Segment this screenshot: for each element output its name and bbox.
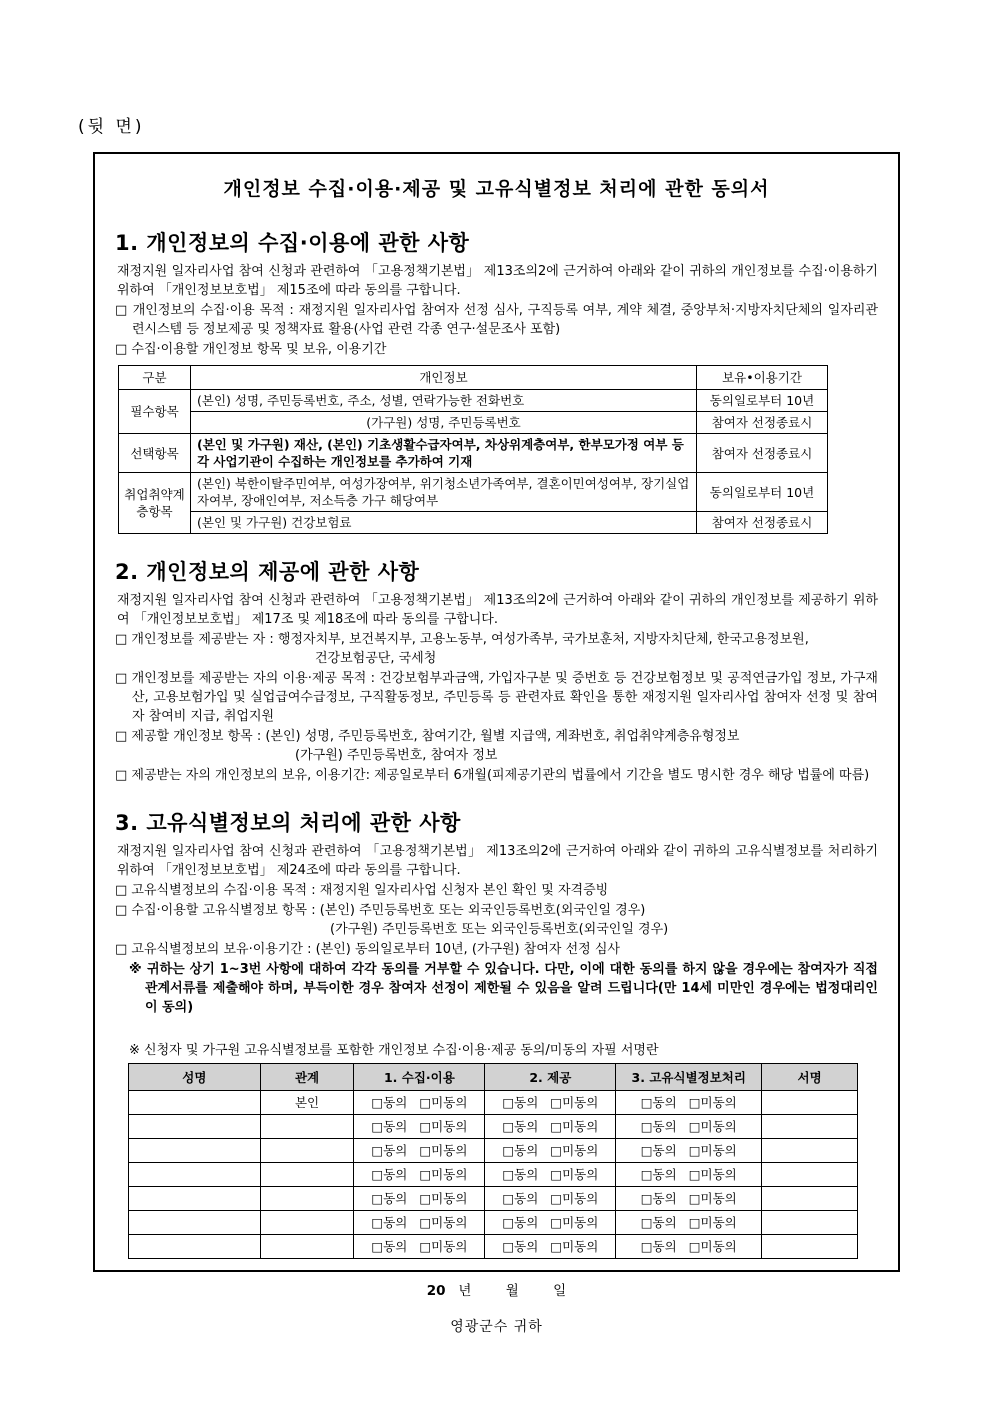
section-2-bullet-items: □ 제공할 개인정보 항목 : (본인) 성명, 주민등록번호, 참여기간, 월별 지급액, 계좌번호, 취업취약계층유형정보 xyxy=(115,729,740,744)
section-3-bullet-retention: □ 고유식별정보의 보유·이용기간 : (본인) 동의일로부터 10년, (가구원) 참여자 선정 심사 xyxy=(115,942,620,957)
disagree-checkbox-option: □미동의 xyxy=(419,1119,468,1134)
disagree-checkbox-option: □미동의 xyxy=(688,1215,737,1230)
unique-consent-cell xyxy=(616,1187,762,1211)
unique-consent-cell xyxy=(616,1091,762,1115)
agree-checkbox-option: □동의 xyxy=(502,1167,539,1182)
optional-period: 참여자 선정종료시 xyxy=(697,434,828,473)
agree-checkbox-option: □동의 xyxy=(371,1095,408,1110)
header-retention-period: 보유•이용기간 xyxy=(697,366,828,390)
header-name: 성명 xyxy=(129,1064,261,1091)
agree-checkbox-option: □동의 xyxy=(371,1119,408,1134)
section-3-bullet-purpose: □ 고유식별정보의 수집·이용 목적 : 재정지원 일자리사업 신청자 본인 확인 및 자격증빙 xyxy=(115,883,609,898)
unique-consent-cell xyxy=(616,1115,762,1139)
vulnerable-items-label: 취업취약계층항목 xyxy=(119,473,191,534)
disagree-checkbox-option: □미동의 xyxy=(419,1191,468,1206)
header-provide: 2. 제공 xyxy=(485,1064,616,1091)
disagree-checkbox-option: □미동의 xyxy=(688,1119,737,1134)
signature-row xyxy=(129,1211,858,1235)
vulnerable-family-info: (본인 및 가구원) 건강보험료 xyxy=(191,512,697,534)
section-2-bullet-recipients-cont: 건강보험공단, 국세청 xyxy=(315,651,437,666)
header-collect-use: 1. 수집·이용 xyxy=(354,1064,485,1091)
signature-row xyxy=(129,1163,858,1187)
back-side-label: (뒷 면) xyxy=(78,117,145,137)
agree-checkbox-option: □동의 xyxy=(640,1191,677,1206)
provide-consent-cell xyxy=(485,1115,616,1139)
signature-cell xyxy=(762,1163,858,1187)
name-cell xyxy=(129,1115,261,1139)
header-personal-info: 개인정보 xyxy=(191,366,697,390)
unique-consent-cell xyxy=(616,1211,762,1235)
agree-checkbox-option: □동의 xyxy=(502,1095,539,1110)
table-row xyxy=(119,434,828,473)
required-self-info: (본인) 성명, 주민등록번호, 주소, 성별, 연락가능한 전화번호 xyxy=(191,390,697,412)
table-row xyxy=(119,473,828,512)
agree-checkbox-option: □동의 xyxy=(371,1143,408,1158)
date-year: 20 xyxy=(426,1283,446,1299)
signature-row xyxy=(129,1187,858,1211)
agree-checkbox-option: □동의 xyxy=(640,1095,677,1110)
signature-table xyxy=(128,1063,858,1259)
disagree-checkbox-option: □미동의 xyxy=(688,1239,737,1254)
vulnerable-self-period: 동의일로부터 10년 xyxy=(697,473,828,512)
provide-consent-cell xyxy=(485,1163,616,1187)
section-3-intro: 재정지원 일자리사업 참여 신청과 관련하여 「고용정책기본법」 제13조의2에 근거하여 아래와 같이 귀하의 고유식별정보를 처리하기 위하여 「개인정보보호법」 제24조에 따라 동의를 구합니다. xyxy=(117,844,878,878)
provide-consent-cell xyxy=(485,1187,616,1211)
disagree-checkbox-option: □미동의 xyxy=(419,1215,468,1230)
section-3-bullet-items: □ 수집·이용할 고유식별정보 항목 : (본인) 주민등록번호 또는 외국인등록번호(외국인일 경우) xyxy=(115,903,646,918)
agree-checkbox-option: □동의 xyxy=(640,1143,677,1158)
name-cell xyxy=(129,1235,261,1259)
disagree-checkbox-option: □미동의 xyxy=(550,1119,599,1134)
section-1-heading: 1. 개인정보의 수집·이용에 관한 사항 xyxy=(115,231,470,255)
agree-checkbox-option: □동의 xyxy=(371,1215,408,1230)
agree-checkbox-option: □동의 xyxy=(640,1239,677,1254)
relation-cell xyxy=(260,1235,354,1259)
agree-checkbox-option: □동의 xyxy=(371,1191,408,1206)
agree-checkbox-option: □동의 xyxy=(502,1215,539,1230)
disagree-checkbox-option: □미동의 xyxy=(550,1191,599,1206)
unique-consent-cell xyxy=(616,1139,762,1163)
refusal-rights-note: ※ 귀하는 상기 1~3번 사항에 대하여 각각 동의를 거부할 수 있습니다. 다만, 이에 대한 동의를 하지 않을 경우에는 참여자가 직접 관계서류를 제출해야 하며, 부득이한 경우 참여자 선정이 제한될 수 있음을 알려 드립니다(만 14세 미만인 경우에는 법정대리인이 동의) xyxy=(129,962,878,1015)
section-2-bullet-recipients: □ 개인정보를 제공받는 자 : 행정자치부, 보건복지부, 고용노동부, 여성가족부, 국가보훈처, 지방자치단체, 한국고용정보원, xyxy=(115,632,809,647)
disagree-checkbox-option: □미동의 xyxy=(550,1143,599,1158)
disagree-checkbox-option: □미동의 xyxy=(550,1095,599,1110)
section-3-bullet-items-cont: (가구원) 주민등록번호 또는 외국인등록번호(외국인일 경우) xyxy=(330,922,669,937)
table-row xyxy=(119,412,828,434)
signature-row xyxy=(129,1091,858,1115)
name-cell xyxy=(129,1211,261,1235)
collect-consent-cell xyxy=(354,1235,485,1259)
required-self-period: 동의일로부터 10년 xyxy=(697,390,828,412)
agree-checkbox-option: □동의 xyxy=(640,1215,677,1230)
section-2-intro: 재정지원 일자리사업 참여 신청과 관련하여 「고용정책기본법」 제13조의2에 근거하여 아래와 같이 귀하의 개인정보를 제공하기 위하여 「개인정보보호법」 제17조 및 제18조에 따라 동의를 구합니다. xyxy=(117,593,878,627)
provide-consent-cell xyxy=(485,1091,616,1115)
document-title: 개인정보 수집·이용·제공 및 고유식별정보 처리에 관한 동의서 xyxy=(223,178,770,200)
required-family-info: (가구원) 성명, 주민등록번호 xyxy=(191,412,697,434)
signature-section-note: ※ 신청자 및 가구원 고유식별정보를 포함한 개인정보 수집·이용·제공 동의/미동의 자필 서명란 xyxy=(129,1043,659,1058)
name-cell xyxy=(129,1163,261,1187)
disagree-checkbox-option: □미동의 xyxy=(419,1167,468,1182)
header-relation: 관계 xyxy=(260,1064,354,1091)
disagree-checkbox-option: □미동의 xyxy=(688,1191,737,1206)
agree-checkbox-option: □동의 xyxy=(640,1167,677,1182)
signature-cell xyxy=(762,1235,858,1259)
section-1-intro: 재정지원 일자리사업 참여 신청과 관련하여 「고용정책기본법」 제13조의2에 근거하여 아래와 같이 귀하의 개인정보를 수집·이용하기 위하여 「개인정보보호법」 제15조에 따라 동의를 구합니다. xyxy=(117,264,878,298)
collect-consent-cell xyxy=(354,1115,485,1139)
header-signature: 서명 xyxy=(762,1064,858,1091)
section-2-bullet-retention: □ 제공받는 자의 개인정보의 보유, 이용기간: 제공일로부터 6개월(피제공기관의 법률에서 기간을 별도 명시한 경우 해당 법률에 따름) xyxy=(115,768,870,783)
disagree-checkbox-option: □미동의 xyxy=(688,1095,737,1110)
header-category: 구분 xyxy=(119,366,191,390)
disagree-checkbox-option: □미동의 xyxy=(419,1095,468,1110)
signature-row xyxy=(129,1235,858,1259)
name-cell xyxy=(129,1091,261,1115)
date-labels: 년 월 일 xyxy=(445,1283,567,1299)
disagree-checkbox-option: □미동의 xyxy=(688,1143,737,1158)
signature-cell xyxy=(762,1115,858,1139)
personal-info-table xyxy=(118,365,828,534)
name-cell xyxy=(129,1187,261,1211)
table-row xyxy=(119,390,828,412)
agree-checkbox-option: □동의 xyxy=(502,1143,539,1158)
collect-consent-cell xyxy=(354,1211,485,1235)
signature-cell xyxy=(762,1187,858,1211)
collect-consent-cell xyxy=(354,1163,485,1187)
section-2-bullet-purpose: □ 개인정보를 제공받는 자의 이용·제공 목적 : 건강보험부과금액, 가입자구분 및 증번호 등 건강보험정보 및 공적연금가입 정보, 가구재산, 고용보험가입 및 실업급여수급정보, 구직활동정보, 주민등록 등 관련자료 확인을 통한 재정지원 일자리사업 참여자 선정 및 참여자 참여비 지급, 취업지원 xyxy=(115,671,878,724)
agree-checkbox-option: □동의 xyxy=(371,1239,408,1254)
disagree-checkbox-option: □미동의 xyxy=(419,1143,468,1158)
vulnerable-family-period: 참여자 선정종료시 xyxy=(697,512,828,534)
relation-cell xyxy=(260,1163,354,1187)
date-line xyxy=(115,1279,878,1299)
section-2-bullet-items-cont: (가구원) 주민등록번호, 참여자 정보 xyxy=(295,748,498,763)
signature-row xyxy=(129,1115,858,1139)
provide-consent-cell xyxy=(485,1211,616,1235)
optional-info: (본인 및 가구원) 재산, (본인) 기초생활수급자여부, 차상위계층여부, 한부모가정 여부 등 각 사업기관이 수집하는 개인정보를 추가하여 기재 xyxy=(191,434,697,473)
section-1-bullet-purpose: □ 개인정보의 수집·이용 목적 : 재정지원 일자리사업 참여자 선정 심사, 구직등록 여부, 계약 체결, 중앙부처·지방자치단체의 일자리관련시스템 등 정보제공 및 정책자료 활용(사업 관련 각종 연구·설문조사 포함) xyxy=(115,303,878,337)
agree-checkbox-option: □동의 xyxy=(371,1167,408,1182)
section-1-bullet-items: □ 수집·이용할 개인정보 항목 및 보유, 이용기간 xyxy=(115,342,387,357)
signature-cell xyxy=(762,1091,858,1115)
section-2-heading: 2. 개인정보의 제공에 관한 사항 xyxy=(115,560,420,584)
disagree-checkbox-option: □미동의 xyxy=(550,1239,599,1254)
signature-header-row xyxy=(129,1064,858,1091)
collect-consent-cell xyxy=(354,1091,485,1115)
provide-consent-cell xyxy=(485,1235,616,1259)
table-header-row xyxy=(119,366,828,390)
agree-checkbox-option: □동의 xyxy=(640,1119,677,1134)
required-items-label: 필수항목 xyxy=(119,390,191,434)
unique-consent-cell xyxy=(616,1235,762,1259)
signature-cell xyxy=(762,1139,858,1163)
recipient-line: 영광군수 귀하 xyxy=(450,1319,543,1335)
relation-cell xyxy=(260,1139,354,1163)
relation-cell xyxy=(260,1211,354,1235)
required-family-period: 참여자 선정종료시 xyxy=(697,412,828,434)
header-unique-id-processing: 3. 고유식별정보처리 xyxy=(616,1064,762,1091)
relation-cell xyxy=(260,1187,354,1211)
collect-consent-cell xyxy=(354,1139,485,1163)
document-border xyxy=(93,152,900,1335)
provide-consent-cell xyxy=(485,1139,616,1163)
disagree-checkbox-option: □미동의 xyxy=(550,1215,599,1230)
optional-items-label: 선택항목 xyxy=(119,434,191,473)
disagree-checkbox-option: □미동의 xyxy=(550,1167,599,1182)
unique-consent-cell xyxy=(616,1163,762,1187)
signature-row xyxy=(129,1139,858,1163)
agree-checkbox-option: □동의 xyxy=(502,1191,539,1206)
section-3-heading: 3. 고유식별정보의 처리에 관한 사항 xyxy=(115,811,461,835)
collect-consent-cell xyxy=(354,1187,485,1211)
agree-checkbox-option: □동의 xyxy=(502,1239,539,1254)
relation-cell xyxy=(260,1115,354,1139)
disagree-checkbox-option: □미동의 xyxy=(419,1239,468,1254)
disagree-checkbox-option: □미동의 xyxy=(688,1167,737,1182)
vulnerable-self-info: (본인) 북한이탈주민여부, 여성가장여부, 위기청소년가족여부, 결혼이민여성여부, 장기실업자여부, 장애인여부, 저소득층 가구 해당여부 xyxy=(191,473,697,512)
table-row xyxy=(119,512,828,534)
agree-checkbox-option: □동의 xyxy=(502,1119,539,1134)
relation-cell: 본인 xyxy=(260,1091,354,1115)
signature-cell xyxy=(762,1211,858,1235)
name-cell xyxy=(129,1139,261,1163)
